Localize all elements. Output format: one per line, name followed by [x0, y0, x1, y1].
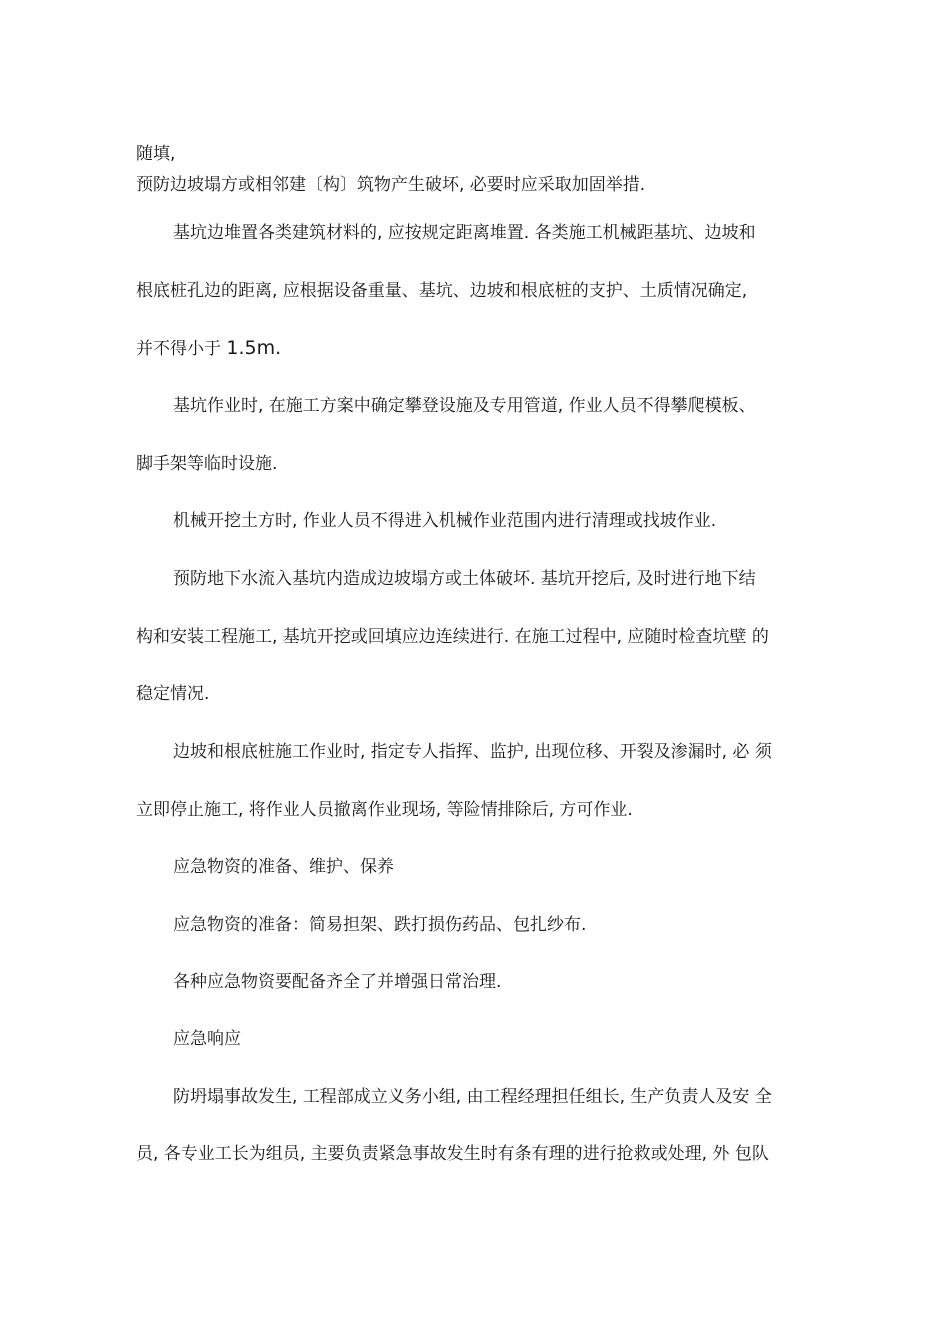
paragraph-line: 根底桩孔边的距离, 应根据设备重量、基坑、边坡和根底桩的支护、土质情况确定,	[136, 281, 748, 301]
paragraph-line: 基坑边堆置各类建筑材料的, 应按规定距离堆置. 各类施工机械距基坑、边坡和	[173, 223, 756, 243]
paragraph-line: 预防边坡塌方或相邻建〔构〕筑物产生破坏, 必要时应采取加固举措.	[136, 175, 646, 195]
paragraph-line: 边坡和根底桩施工作业时, 指定专人指挥、监护, 出现位移、开裂及渗漏时, 必 须	[173, 742, 772, 762]
paragraph-line: 机械开挖土方时, 作业人员不得进入机械作业范围内进行清理或找坡作业.	[173, 511, 717, 531]
paragraph-line: 基坑作业时, 在施工方案中确定攀登设施及专用管道, 作业人员不得攀爬模板、	[173, 396, 756, 416]
paragraph-line: 随填,	[136, 144, 176, 164]
paragraph-line: 稳定情况.	[136, 684, 210, 704]
paragraph-line: 各种应急物资要配备齐全了并增强日常治理.	[173, 972, 502, 992]
paragraph-line: 预防地下水流入基坑内造成边坡塌方或土体破坏. 基坑开挖后, 及时进行地下结	[173, 569, 756, 589]
paragraph-line: 立即停止施工, 将作业人员撤离作业现场, 等险情排除后, 方可作业.	[136, 800, 633, 820]
paragraph-line	[136, 337, 281, 359]
paragraph-line: 构和安装工程施工, 基坑开挖或回填应边连续进行. 在施工过程中, 应随时检查坑壁 的	[136, 627, 769, 647]
section-heading: 应急响应	[173, 1029, 241, 1049]
paragraph-line: 应急物资的准备：简易担架、跌打损伤药品、包扎纱布.	[173, 915, 587, 935]
paragraph-text: 并不得小于	[136, 339, 221, 359]
section-heading: 应急物资的准备、维护、保养	[173, 857, 394, 877]
min-distance-value: 1.5m.	[226, 337, 282, 359]
paragraph-line: 脚手架等临时设施.	[136, 454, 278, 474]
paragraph-line: 员, 各专业工长为组员, 主要负责紧急事故发生时有条有理的进行抢救或处理, 外 包队	[136, 1144, 769, 1164]
paragraph-line: 防坍塌事故发生, 工程部成立义务小组, 由工程经理担任组长, 生产负责人及安 全	[173, 1087, 772, 1107]
